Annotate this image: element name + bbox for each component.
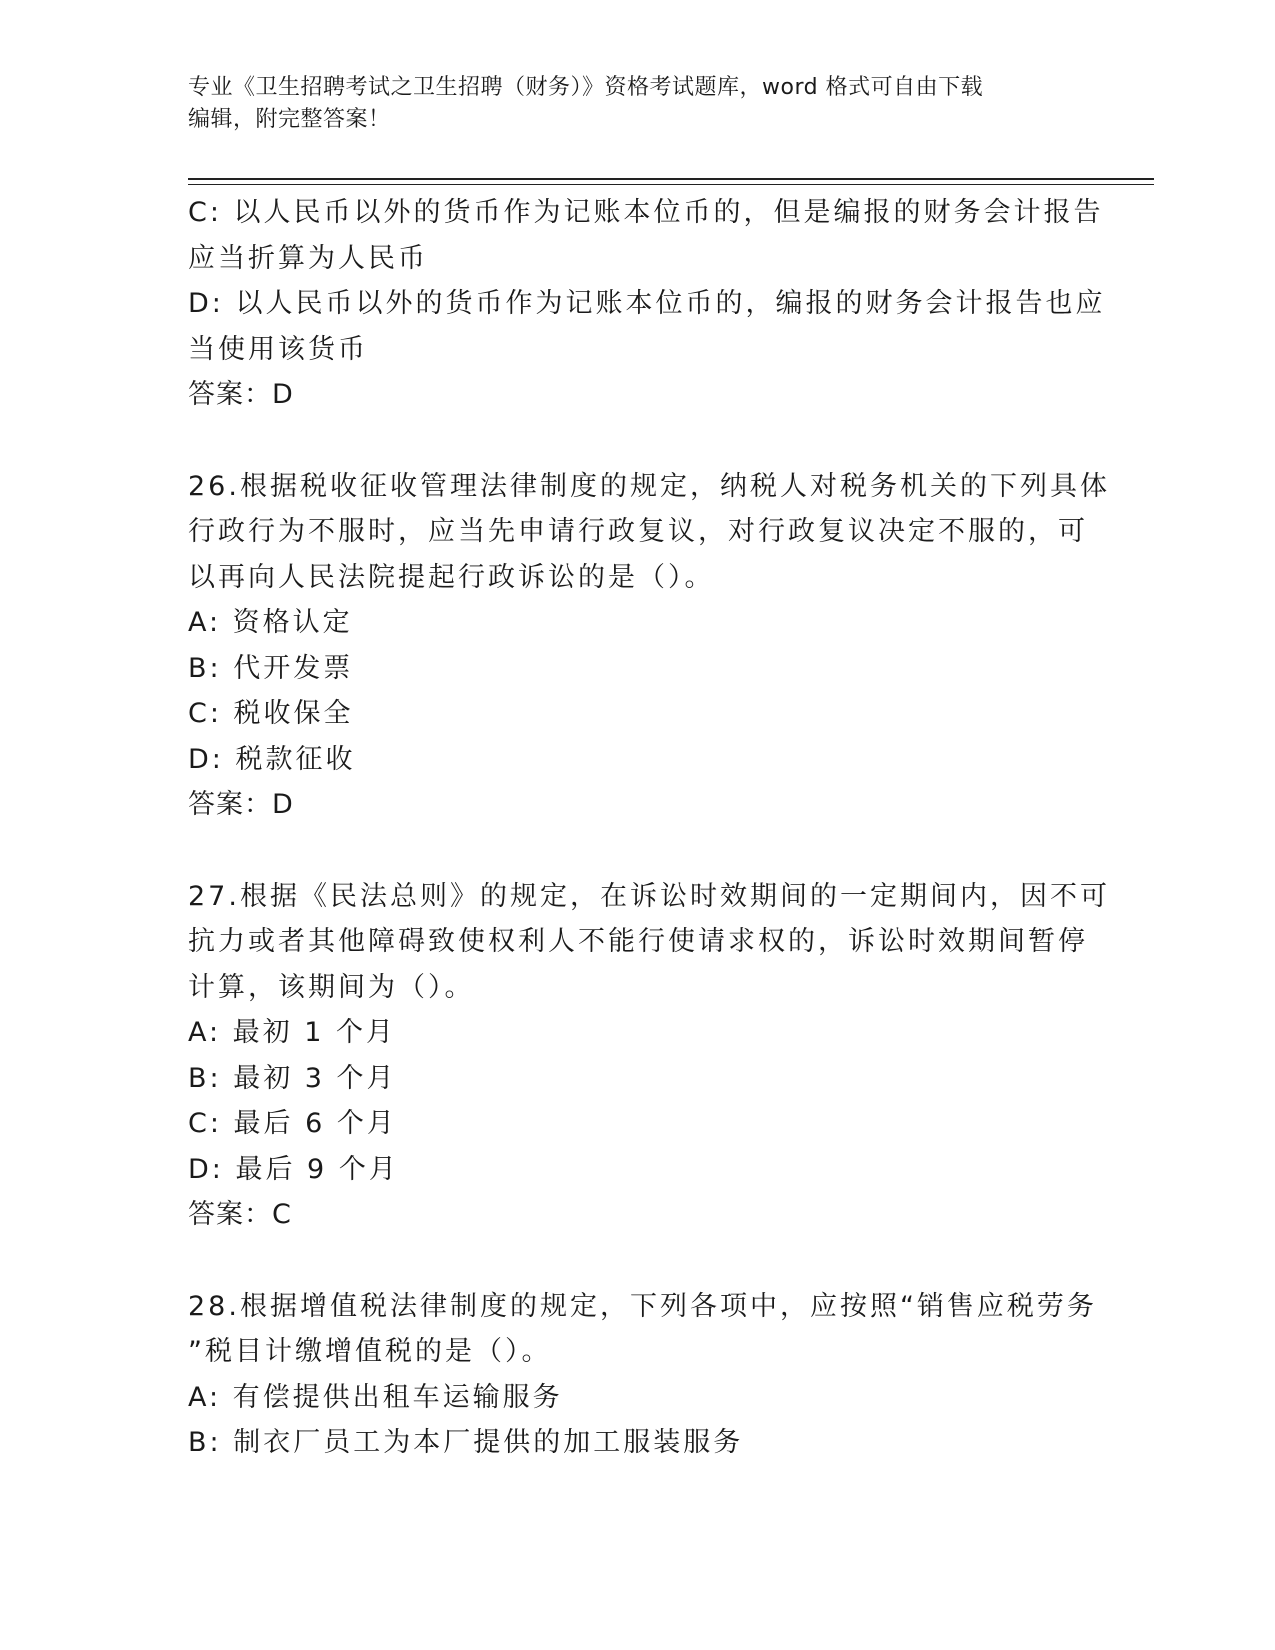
answer: 答案：D [188, 379, 294, 410]
header-line-1: 专业《卫生招聘考试之卫生招聘（财务）》资格考试题库，word 格式可自由下载 [188, 75, 984, 100]
spacer [188, 418, 1088, 464]
spacer [188, 828, 1088, 874]
option-a: A: 资格认定 [188, 607, 353, 638]
question-stem-line: 以再向人民法院提起行政诉讼的是（）。 [188, 561, 715, 593]
option-c-line-2: 应当折算为人民币 [188, 242, 428, 274]
option-d-line-1: D: 以人民币以外的货币作为记账本位币的，编报的财务会计报告也应 [188, 288, 1106, 319]
option-a: A: 有偿提供出租车运输服务 [188, 1381, 563, 1413]
option-b: B: 制衣厂员工为本厂提供的加工服装服务 [188, 1427, 744, 1458]
option-c: C: 最后 6 个月 [188, 1108, 397, 1139]
question-stem-line: 计算，该期间为（）。 [188, 971, 475, 1003]
option-c: C: 税收保全 [188, 698, 354, 729]
spacer [188, 1238, 1088, 1284]
header-line-2: 编辑，附完整答案！ [188, 107, 391, 132]
option-b: B: 最初 3 个月 [188, 1062, 397, 1094]
document-header [188, 72, 1068, 136]
question-stem-line: 28.根据增值税法律制度的规定，下列各项中，应按照“销售应税劳务 [188, 1290, 1097, 1322]
option-a: A: 最初 1 个月 [188, 1017, 397, 1048]
question-stem-line: 行政行为不服时，应当先申请行政复议，对行政复议决定不服的，可 [188, 516, 1088, 547]
option-c-line-1: C: 以人民币以外的货币作为记账本位币的，但是编报的财务会计报告 [188, 197, 1104, 228]
answer: 答案：D [188, 789, 294, 820]
option-d: D: 最后 9 个月 [188, 1153, 399, 1185]
header-divider-thick [188, 178, 1154, 180]
document-body [188, 190, 1110, 1466]
prev-question [188, 190, 1106, 418]
answer: 答案：C [188, 1199, 292, 1230]
question-stem-line: 26.根据税收征收管理法律制度的规定，纳税人对税务机关的下列具体 [188, 470, 1110, 502]
question-stem-line: 抗力或者其他障碍致使权利人不能行使请求权的，诉讼时效期间暂停 [188, 926, 1088, 957]
question-stem-line: 27.根据《民法总则》的规定，在诉讼时效期间的一定期间内，因不可 [188, 880, 1110, 912]
question-stem-line: ”税目计缴增值税的是（）。 [188, 1336, 552, 1367]
question-28 [188, 1284, 1097, 1466]
question-26 [188, 464, 1110, 828]
question-27 [188, 874, 1110, 1238]
option-d-line-2: 当使用该货币 [188, 333, 368, 365]
header-divider-thin [188, 184, 1154, 185]
option-d: D: 税款征收 [188, 743, 356, 775]
option-b: B: 代开发票 [188, 652, 354, 684]
